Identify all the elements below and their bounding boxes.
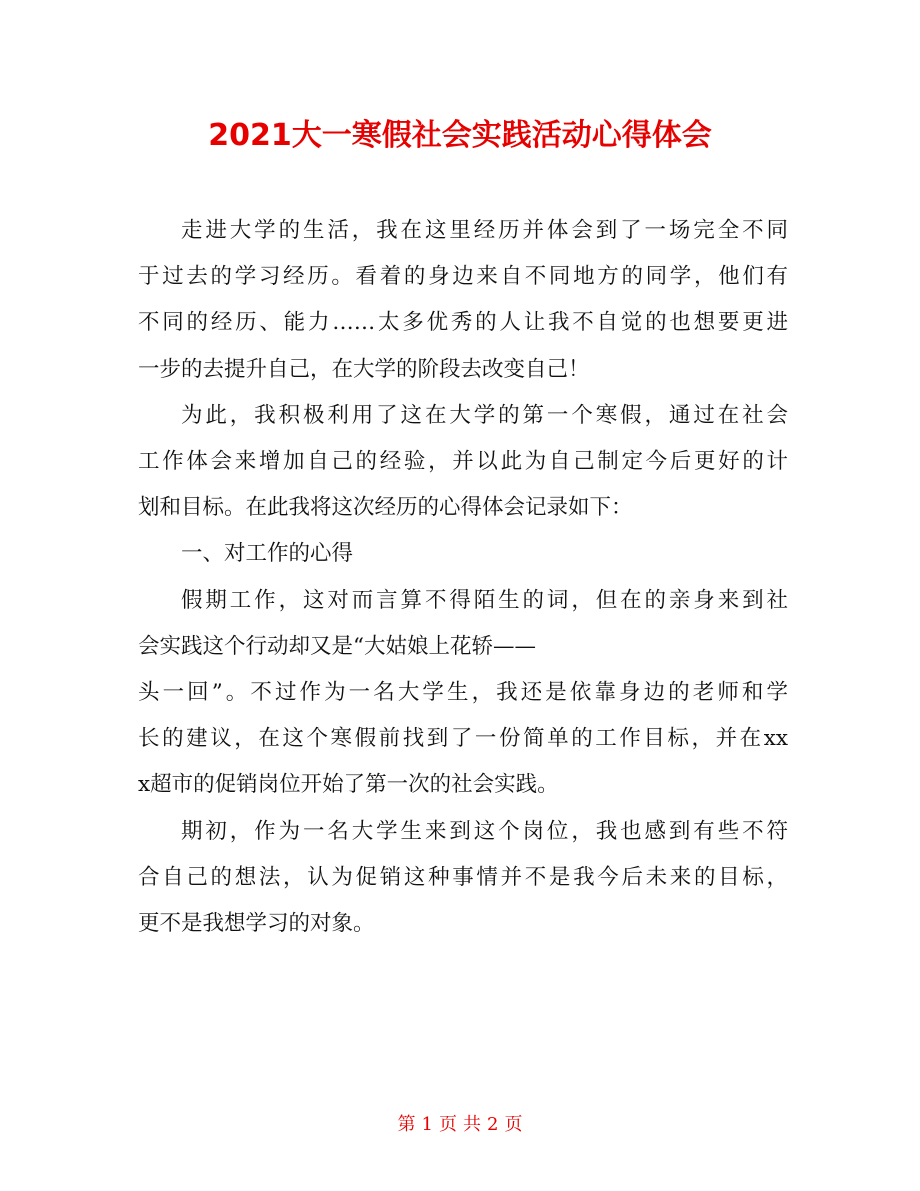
text-line: 工作体会来增加自己的经验，并以此为自己制定今后更好的计 — [138, 449, 788, 475]
text-line: 长的建议，在这个寒假前找到了一份简单的工作目标，并在xx — [138, 726, 788, 752]
text-line: 于过去的学习经历。看着的身边来自不同地方的同学，他们有 — [138, 264, 788, 290]
text-line: 头一回”。不过作为一名大学生，我还是依靠身边的老师和学 — [138, 680, 788, 706]
section-heading — [138, 531, 788, 577]
text-line: 合自己的想法，认为促销这种事情并不是我今后未来的目标， — [138, 864, 788, 890]
document-body — [138, 208, 788, 947]
text-line: x超市的促销岗位开始了第一次的社会实践。 — [138, 772, 559, 798]
footer-text: 页 — [504, 1114, 523, 1135]
paragraph — [138, 578, 788, 809]
footer-text: 页 — [439, 1114, 457, 1135]
page-number-current: 1 — [421, 1114, 433, 1135]
text-line: 一、对工作的心得 — [181, 541, 354, 567]
document-title: 2021大一寒假社会实践活动心得体会 — [208, 118, 712, 153]
text-line: 期初，作为一名大学生来到这个岗位，我也感到有些不符 — [181, 818, 788, 844]
footer-text: 第 — [397, 1114, 416, 1135]
text-line: 会实践这个行动却又是“大姑娘上花轿—— — [138, 633, 536, 659]
text-line: 走进大学的生活，我在这里经历并体会到了一场完全不同 — [181, 218, 788, 243]
text-line: 为此，我积极利用了这在大学的第一个寒假，通过在社会 — [181, 402, 788, 428]
page-footer — [0, 1112, 920, 1138]
text-line: 更不是我想学习的对象。 — [138, 911, 375, 937]
text-line: 假期工作，这对而言算不得陌生的词，但在的亲身来到社 — [181, 587, 788, 613]
text-line: 划和目标。在此我将这次经历的心得体会记录如下： — [138, 495, 633, 521]
paragraph — [138, 809, 788, 948]
text-line: 不同的经历、能力……太多优秀的人让我不自觉的也想要更进 — [138, 310, 788, 336]
text-line: 一步的去提升自己，在大学的阶段去改变自己！ — [138, 356, 590, 382]
footer-text: 共 — [463, 1114, 481, 1135]
paragraph — [138, 208, 788, 393]
paragraph — [138, 393, 788, 532]
page-number-total: 2 — [487, 1114, 499, 1135]
